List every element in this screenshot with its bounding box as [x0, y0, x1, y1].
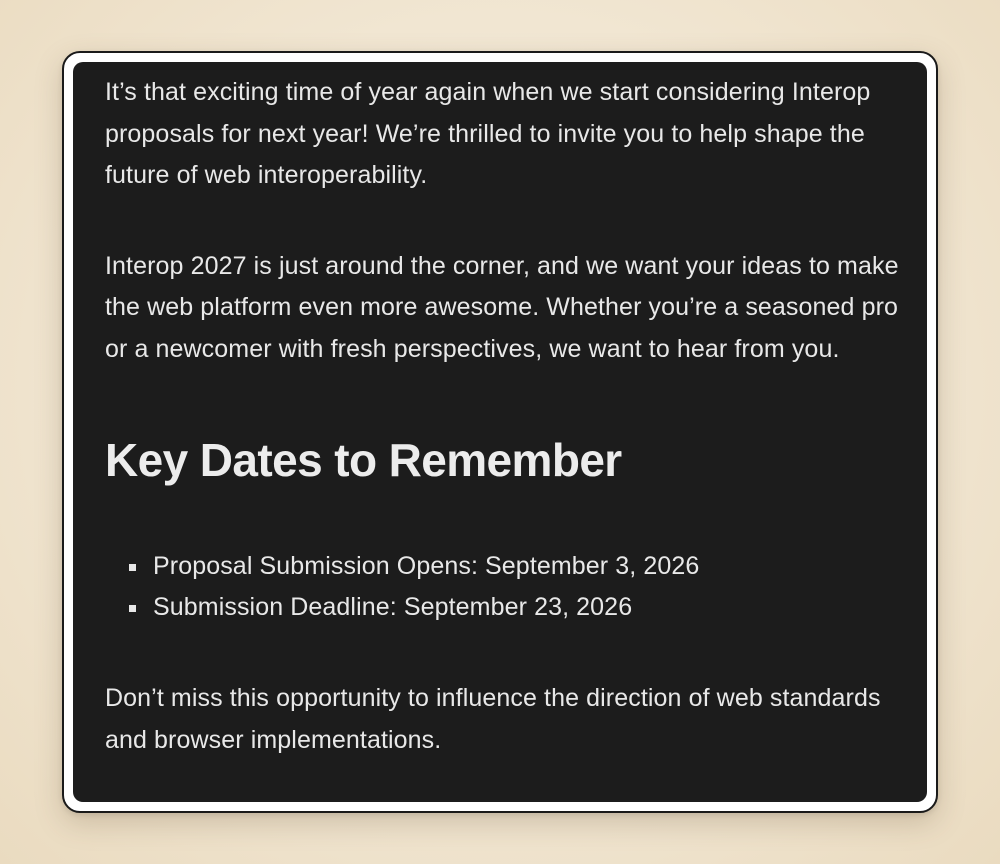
window-frame — [62, 51, 938, 813]
invitation-paragraph: Interop 2027 is just around the corner, and we want your ideas to make the web platform even more awesome. Whether you’re a seasoned pro or a newcomer with fresh perspectives, we want to hear from you. — [105, 251, 899, 363]
article-body — [105, 72, 910, 761]
list-item-text: Submission Deadline: September 23, 2026 — [153, 593, 633, 621]
closing-paragraph: Don’t miss this opportunity to influence the direction of web standards and browser implementations. — [105, 684, 881, 754]
square-bullet-icon — [129, 605, 136, 612]
content-panel — [73, 62, 927, 802]
key-dates-heading: Key Dates to Remember — [105, 434, 622, 486]
list-item — [129, 546, 910, 587]
intro-paragraph: It’s that exciting time of year again when we start considering Interop proposals for next year! We’re thrilled to invite you to help shape the future of web interoperability. — [105, 78, 871, 189]
list-item — [129, 587, 910, 628]
key-dates-list — [105, 546, 910, 628]
square-bullet-icon — [129, 564, 136, 571]
list-item-text: Proposal Submission Opens: September 3, 2026 — [153, 552, 700, 580]
